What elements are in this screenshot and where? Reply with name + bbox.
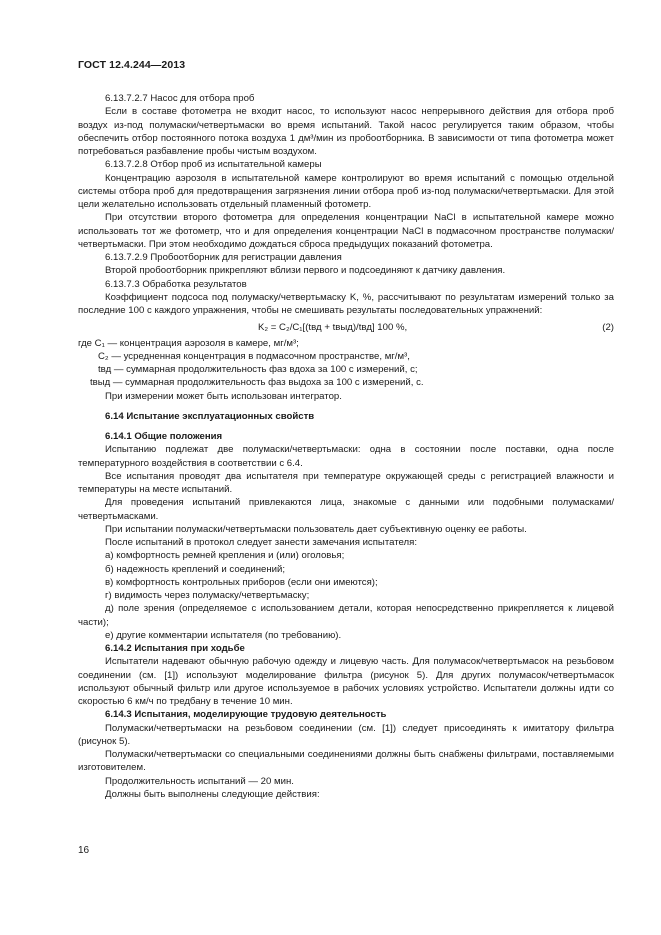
section-heading: 6.13.7.2.7 Насос для отбора проб xyxy=(105,93,255,104)
formula-number: (2) xyxy=(602,322,614,334)
list-item: в) комфортность контрольных приборов (если они имеются); xyxy=(105,576,378,588)
legend-c1: где C₁ — концентрация аэрозоля в камере, мг/м³; xyxy=(78,337,299,349)
paragraph: Полумаски/четвертьмаски на резьбовом соединении (см. [1]) следует присоединять к имитатору фильтра (рисунок 5). xyxy=(78,722,614,747)
paragraph: При отсутствии второго фотометра для определения концентрации NaCl в испытательной камере можно использовать тот же фотометр, что и для определения концентрации NaCl в подмасочном пространстве полумаски/четвертьмаски. При этом необходимо дождаться сброса предыдущих показаний фотометра. xyxy=(78,212,614,250)
section-heading: 6.13.7.3 Обработка результатов xyxy=(105,278,247,290)
list-item: е) другие комментарии испытателя (по требованию). xyxy=(105,629,342,641)
paragraph: Должны быть выполнены следующие действия: xyxy=(105,788,320,800)
paragraph: При испытании полумаски/четвертьмаски пользователь дает субъективную оценку ее работы. xyxy=(105,523,527,535)
legend-c2: C₂ — усредненная концентрация в подмасочном пространстве, мг/м³, xyxy=(98,350,410,362)
page-number: 16 xyxy=(78,845,90,856)
document-body xyxy=(78,92,614,801)
section-heading: 6.13.7.2.9 Пробоотборник для регистрации давления xyxy=(105,252,342,263)
paragraph: При измерении может быть использован интегратор. xyxy=(105,390,342,402)
list-item: а) комфортность ремней крепления и (или) оголовья; xyxy=(105,550,345,562)
paragraph: Все испытания проводят два испытателя при температуре окружающей среды с регистрацией влажности и температуры на месте испытаний. xyxy=(78,470,614,495)
list-item: б) надежность креплений и соединений; xyxy=(105,563,286,575)
formula-expression: K₂ = C₂/C₁[(tвд + tвыд)/tвд] 100 %, xyxy=(258,322,408,334)
legend-tvd: tвд — суммарная продолжительность фаз вдоха за 100 с измерений, с; xyxy=(98,364,418,375)
paragraph: Коэффициент подсоса под полумаску/четвертьмаску K, %, рассчитывают по результатам измерений только за последние 100 с каждого упражнения, чтобы не смешивать результаты последовательных упражнений: xyxy=(78,291,614,316)
paragraph: Продолжительность испытаний — 20 мин. xyxy=(105,775,294,787)
section-heading: 6.14 Испытание эксплуатационных свойств xyxy=(105,410,315,422)
legend-tvyd: tвыд — суммарная продолжительность фаз выдоха за 100 с измерений, с. xyxy=(90,377,424,389)
document-header: ГОСТ 12.4.244—2013 xyxy=(78,59,186,71)
paragraph: Второй пробоотборник прикрепляют вблизи первого и подсоединяют к датчику давления. xyxy=(105,265,506,277)
list-item: д) поле зрения (определяемое с использованием детали, которая непосредственно прикрепляется к лицевой части); xyxy=(78,603,614,628)
paragraph: Испытанию подлежат две полумаски/четвертьмаски: одна в состоянии после поставки, одна после температурного воздействия в соответствии с 6.4. xyxy=(78,444,614,469)
formula-legend xyxy=(78,337,614,390)
section-heading: 6.14.1 Общие положения xyxy=(105,431,223,442)
section-heading: 6.14.2 Испытания при ходьбе xyxy=(105,643,245,654)
paragraph: Испытатели надевают обычную рабочую одежду и лицевую часть. Для полумасок/четвертьмасок на резьбовом соединении (см. [1]) используют моделирование фильтра (рисунок 5). Для других полумасок/четвертьмасок используют обычный фильтр или другое используемое в рабочих условиях устройство. Испытатели должны идти со скоростью 6 км/ч по тредбану в течение 10 мин. xyxy=(78,656,614,707)
paragraph: Для проведения испытаний привлекаются лица, знакомые с данными или подобными полумасками/четвертьмасками. xyxy=(78,497,614,522)
paragraph: Концентрацию аэрозоля в испытательной камере контролируют во время испытаний с помощью отдельной системы отбора проб для предотвращения загрязнения линии отбора проб из-под полумаски/четвертьмаски. Для этой цели желательно использовать отдельный пламенный фотометр. xyxy=(78,172,614,210)
paragraph: После испытаний в протокол следует занести замечания испытателя: xyxy=(105,537,417,548)
formula xyxy=(78,321,614,334)
section-heading: 6.13.7.2.8 Отбор проб из испытательной камеры xyxy=(105,159,322,171)
section-heading: 6.14.3 Испытания, моделирующие трудовую деятельность xyxy=(105,709,387,721)
paragraph: Полумаски/четвертьмаски со специальными соединениями должны быть снабжены фильтрами, поставляемыми изготовителем. xyxy=(78,749,614,774)
paragraph: Если в составе фотометра не входит насос, то используют насос непрерывного действия для отбора проб воздух из-под полумаски/четвертьмаски во время испытаний. Такой насос регулируется таким образом, чтобы обеспечить отбор постоянного потока воздуха 1 дм³/мин из пробоотборника. В зависимости от типа фотометра может потребоваться разбавление пробы чистым воздухом. xyxy=(78,106,614,157)
list-item: г) видимость через полумаску/четвертьмаску; xyxy=(105,590,310,601)
